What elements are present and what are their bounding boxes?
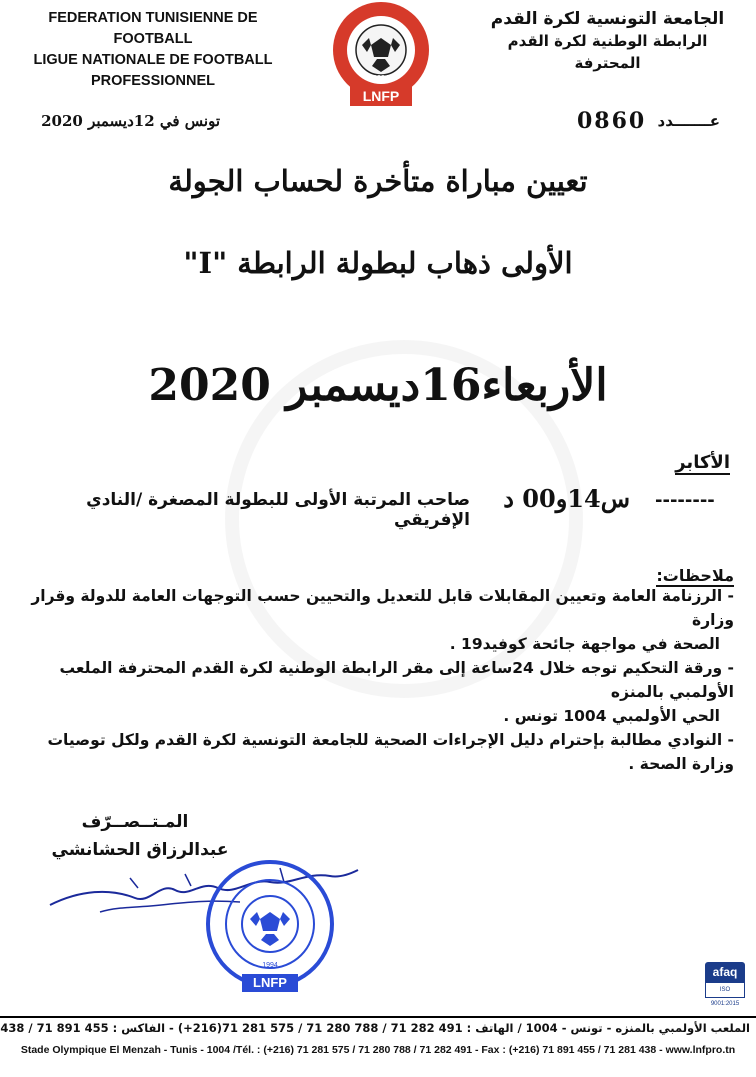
number-label: عـــــــدد [657, 112, 720, 130]
logo-text: LNFP [362, 88, 400, 104]
official-stamp [200, 858, 340, 998]
note-line: الصحة في مواجهة جائحة كوفيد19 . [449, 635, 720, 653]
note-line: - النوادي مطالبة بإحترام دليل الإجراءات الصحية للجامعة التونسية لكرة القدم ولكل توصيات وزارة الصحة . [47, 731, 734, 773]
stamp-year: 1994 [262, 962, 278, 969]
place-date: تونس في 12ديسمبر 2020 [41, 112, 220, 130]
notes-heading-wrap [590, 566, 734, 585]
match-teams: صاحب المرتبة الأولى للبطولة المصغرة /النادي الإفريقي [86, 490, 470, 530]
signatory-role: المـتــصــرّف [81, 812, 189, 832]
logo-year: 1994 [373, 75, 389, 82]
header-fr-line3: PROFESSIONNEL [90, 73, 216, 89]
afaq-certification [705, 962, 745, 1007]
note-line: الحي الأولمبي 1004 تونس . [503, 707, 720, 725]
afaq-iso: ISO 9001:2015 [705, 982, 745, 998]
match-time: س14و00 د [503, 484, 630, 513]
signatory-name: عبدالرزاق الحشانشي [51, 840, 229, 860]
note-line: - ورقة التحكيم توجه خلال 24ساعة إلى مقر الرابطة الوطنية لكرة القدم المحترفة الملعب الأولمبي بالمنزه [59, 659, 734, 701]
note-line: - الرزنامة العامة وتعيين المقابلات قابل للتعديل والتحيين حسب التوجهات العامة للدولة وقرار وزارة [31, 587, 734, 629]
title-line1: تعيين مباراة متأخرة لحساب الجولة [168, 164, 588, 198]
header-ar-line3: المحترفة [574, 54, 641, 72]
header-ar-line1: الجامعة التونسية لكرة القدم [490, 9, 725, 29]
footer-arabic: الملعب الأولمبي بالمنزه - تونس - 1004 / الهاتف : 491 282 71 / 788 280 71 / 575 281 71(216+) - الفاكس : 455 891 71 / 438 [0, 1021, 750, 1035]
notes-heading: ملاحظات: [656, 566, 734, 585]
footer-divider [0, 1016, 756, 1018]
header-fr-line2: LIGUE NATIONALE DE FOOTBALL [33, 52, 273, 68]
lnfp-logo [322, 0, 440, 114]
header-french [8, 8, 298, 92]
footer-french: Stade Olympique El Menzah - Tunis - 1004 /Tél. : (+216) 71 281 575 / 71 280 788 / 71 282 491 - Fax : (+216) 71 891 455 / 71 281 438 - www.lnfpro.tn [20, 1044, 736, 1056]
category-label [600, 452, 730, 473]
notes-list [20, 584, 734, 776]
header-fr-line1: FEDERATION TUNISIENNE DE FOOTBALL [48, 10, 258, 47]
number-value: 0860 [577, 108, 647, 134]
header-arabic [470, 8, 745, 74]
stamp-text: LNFP [253, 975, 287, 990]
title-line2: الأولى ذهاب لبطولة الرابطة "I" [183, 246, 573, 280]
header-ar-line2: الرابطة الوطنية لكرة القدم [507, 32, 708, 50]
match-date: الأربعاء16ديسمبر 2020 [148, 360, 608, 411]
afaq-brand: afaq [705, 962, 745, 982]
category-text: الأكابر [675, 452, 730, 473]
match-dashes: -------- [655, 490, 715, 511]
